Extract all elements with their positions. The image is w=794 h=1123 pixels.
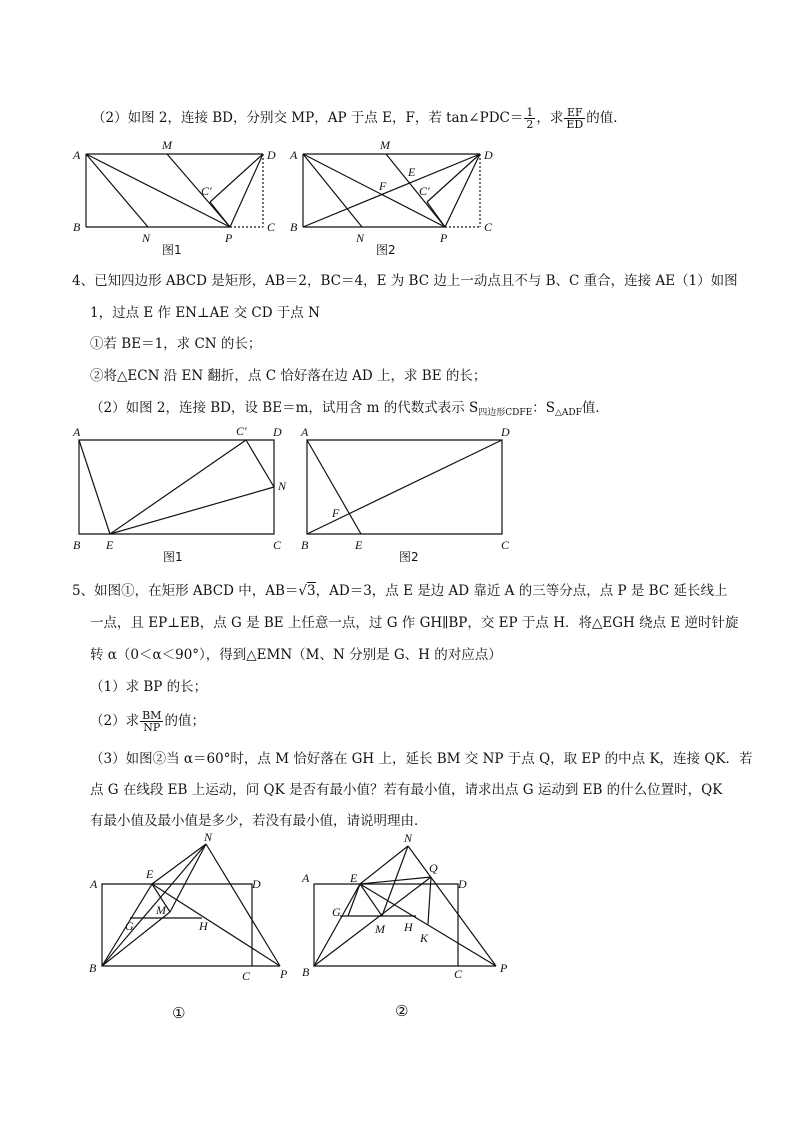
q5f2-label-G: G: [332, 905, 341, 919]
q5f2-label-C: C: [454, 967, 463, 981]
q4f2-label-F: F: [332, 506, 340, 520]
q5f2-label-M: M: [375, 922, 385, 936]
q3-figure-1: [70, 138, 285, 258]
np-den: NP: [143, 721, 161, 734]
q3f2-caption: 图2: [376, 243, 396, 257]
q3f2-label-B: B: [290, 220, 298, 234]
q3f2-label-F: F: [379, 179, 387, 193]
q4f1-label-Cprime: C′: [236, 424, 247, 438]
q5f2-EM: [360, 884, 382, 916]
q4f1-label-E: E: [106, 538, 114, 552]
tan-fraction: [524, 107, 535, 130]
q4f1-ECprime: [110, 440, 246, 534]
q5f1-label-C: C: [242, 969, 251, 983]
q3-part2-suffix: 的值．: [586, 110, 627, 126]
q4f1-caption: 图1: [163, 550, 183, 564]
q5-part3-line3: 有最小值及最小值是多少，若没有最小值，请说明理由．: [90, 813, 428, 829]
q5f1-MN: [170, 844, 206, 912]
q3f2-label-E: E: [408, 165, 416, 179]
q4f2-label-A: A: [301, 425, 309, 439]
ef-ed-fraction: [564, 107, 585, 130]
q4-part2-suffix: 值．: [581, 400, 609, 416]
q5f1-BN: [102, 844, 206, 966]
q5-part2-prefix: （2）求: [90, 713, 140, 729]
q5f1-label-B: B: [89, 961, 97, 975]
ef-num: EF: [564, 107, 585, 119]
q5f1-EP: [152, 884, 280, 966]
q5-part1: （1）求 BP 的长；: [90, 679, 208, 695]
q5f2-GE: [348, 884, 360, 916]
q5-line2: 一点，且 EP⊥EB，点 G 是 BE 上任意一点，过 G 作 GH∥BP，交 EP 于点 H．将△EGH 绕点 E 逆时针旋: [90, 615, 739, 631]
ed-den: ED: [566, 118, 584, 131]
q4-figure-2: [296, 422, 526, 568]
q4f2-label-E: E: [355, 538, 363, 552]
q3f1-label-C: C: [267, 220, 276, 234]
q3f2-label-N: N: [356, 231, 365, 245]
q5f1-label-G: G: [125, 919, 134, 933]
q4f1-label-C: C: [273, 538, 282, 552]
q3f1-label-Cprime: C′: [201, 184, 212, 198]
q4-part2-mid: ：S: [532, 400, 555, 416]
sqrt-value: 3: [307, 583, 316, 599]
q3-part2-middle: ，求: [536, 110, 564, 126]
q5f2-label-H: H: [404, 920, 413, 934]
q5f2-rect: [314, 884, 458, 966]
q3f2-CprimeP: [427, 202, 445, 227]
q5f2-label-N: N: [404, 831, 413, 845]
q4-line1: 4、已知四边形 ABCD 是矩形，AB＝2，BC＝4，E 为 BC 边上一动点且不与 B、C 重合，连接 AE（1）如图: [72, 273, 738, 289]
q4-part2-prefix: （2）如图 2，连接 BD，设 BE＝m，试用含 m 的代数式表示 S: [90, 400, 479, 416]
q3f2-DP: [445, 154, 480, 227]
q3f2-label-P: P: [440, 231, 448, 245]
q3f1-label-D: D: [267, 148, 276, 162]
q3f2-label-D: D: [484, 148, 493, 162]
q5f2-label-Q: Q: [429, 861, 438, 875]
q5-line3: 转 α（0＜α＜90°），得到△EMN（M、N 分别是 G、H 的对应点）: [90, 647, 502, 663]
q3f1-caption: 图1: [162, 243, 182, 257]
q5f1-BM: [102, 912, 170, 966]
q3f2-DCprime: [427, 154, 480, 202]
q4-line2: 1，过点 E 作 EN⊥AE 交 CD 于点 N: [90, 305, 320, 321]
q5f2-label-P: P: [500, 961, 508, 975]
q5-part3-line2: 点 G 在线段 EB 上运动，问 QK 是否有最小值？若有最小值，请求出点 G 运动到 EB 的什么位置时，QK: [90, 782, 723, 798]
q3f1-label-P: P: [225, 231, 233, 245]
q5-figure-2: [296, 832, 516, 1028]
q4f2-caption: 图2: [399, 550, 419, 564]
q3-part2-text: [92, 107, 627, 130]
bm-np-fraction: [140, 710, 163, 733]
q3f1-DP: [230, 154, 263, 227]
q5f1-caption: ①: [172, 1004, 186, 1022]
q4f1-label-D: D: [273, 425, 282, 439]
q5f2-BE: [314, 884, 360, 966]
q4-figure-1: [68, 422, 298, 568]
tan-frac-num: 1: [526, 106, 534, 119]
q5f1-label-N: N: [204, 830, 213, 844]
q4f2-label-B: B: [301, 538, 309, 552]
q4f1-label-B: B: [73, 538, 81, 552]
q5f1-NP: [206, 844, 280, 966]
tan-frac-den: 2: [526, 118, 534, 131]
q3f1-label-B: B: [73, 220, 81, 234]
q5f1-label-A: A: [90, 877, 98, 891]
q3-part2-prefix: （2）如图 2，连接 BD，分别交 MP，AP 于点 E，F，若 tan∠PDC＝: [92, 110, 524, 126]
q3f1-CprimeP: [210, 202, 230, 227]
q5f2-BQ: [314, 877, 431, 966]
q3f2-MP: [386, 154, 445, 227]
q4-part2: [90, 399, 609, 422]
q3f1-label-N: N: [142, 231, 151, 245]
q3f2-AN: [303, 154, 362, 227]
q4-part2-sub-quad: 四边形CDFE: [478, 408, 533, 418]
q4f2-label-C: C: [501, 538, 510, 552]
q5-part2-suffix: 的值；: [164, 713, 205, 729]
q3f2-label-Cprime: C′: [419, 184, 430, 198]
q5-figure-1: [84, 832, 294, 1028]
q5-line1-prefix: 5、如图①，在矩形 ABCD 中，AB＝: [72, 583, 299, 599]
q4f2-label-D: D: [501, 425, 510, 439]
q5f1-label-P: P: [280, 967, 288, 981]
q3f2-label-A: A: [290, 148, 298, 162]
bm-num: BM: [142, 709, 162, 722]
q5-line1-suffix: ，AD＝3，点 E 是边 AD 靠近 A 的三等分点，点 P 是 BC 延长线上: [315, 583, 728, 599]
q3f2-label-M: M: [380, 138, 390, 152]
q3f1-AN: [86, 154, 148, 227]
q5f1-label-M: M: [156, 903, 166, 917]
q5-part2: [90, 710, 205, 733]
q5f1-label-H: H: [199, 919, 208, 933]
q3f2-BD: [303, 154, 480, 227]
sqrt-symbol: √: [298, 583, 308, 599]
q4f1-label-A: A: [73, 425, 81, 439]
q5f2-label-K: K: [420, 931, 429, 945]
q3-figure-2: [287, 138, 502, 258]
q4f1-AE: [79, 440, 110, 534]
q5f1-label-D: D: [252, 877, 261, 891]
q5f2-label-E: E: [350, 871, 358, 885]
q4-item2: ②将△ECN 沿 EN 翻折，点 C 恰好落在边 AD 上，求 BE 的长；: [90, 368, 487, 384]
q3f2-label-C: C: [484, 220, 493, 234]
q3f1-DCprime: [210, 154, 263, 202]
q4f1-EN: [110, 487, 274, 534]
q4f1-CprimeN: [246, 440, 274, 487]
q3f1-label-M: M: [162, 138, 172, 152]
q4-part2-sub-tri: △ADF: [554, 408, 582, 418]
q5f1-label-E: E: [146, 867, 154, 881]
q5f2-caption: ②: [395, 1002, 409, 1020]
q5f2-label-B: B: [302, 965, 310, 979]
q4-item1: ①若 BE＝1，求 CN 的长；: [90, 336, 262, 352]
q5f1-EN: [152, 844, 206, 884]
q5f2-NP: [408, 846, 496, 966]
q4f1-label-N: N: [278, 479, 287, 493]
q5-part3-line1: （3）如图②当 α＝60°时，点 M 恰好落在 GH 上，延长 BM 交 NP 于点 Q，取 EP 的中点 K，连接 QK．若: [90, 751, 753, 767]
q5f2-label-A: A: [302, 871, 310, 885]
q3f1-label-A: A: [73, 148, 81, 162]
q5f2-label-D: D: [458, 877, 467, 891]
q5-line1: [72, 582, 727, 600]
q4f1-rect: [79, 440, 274, 534]
